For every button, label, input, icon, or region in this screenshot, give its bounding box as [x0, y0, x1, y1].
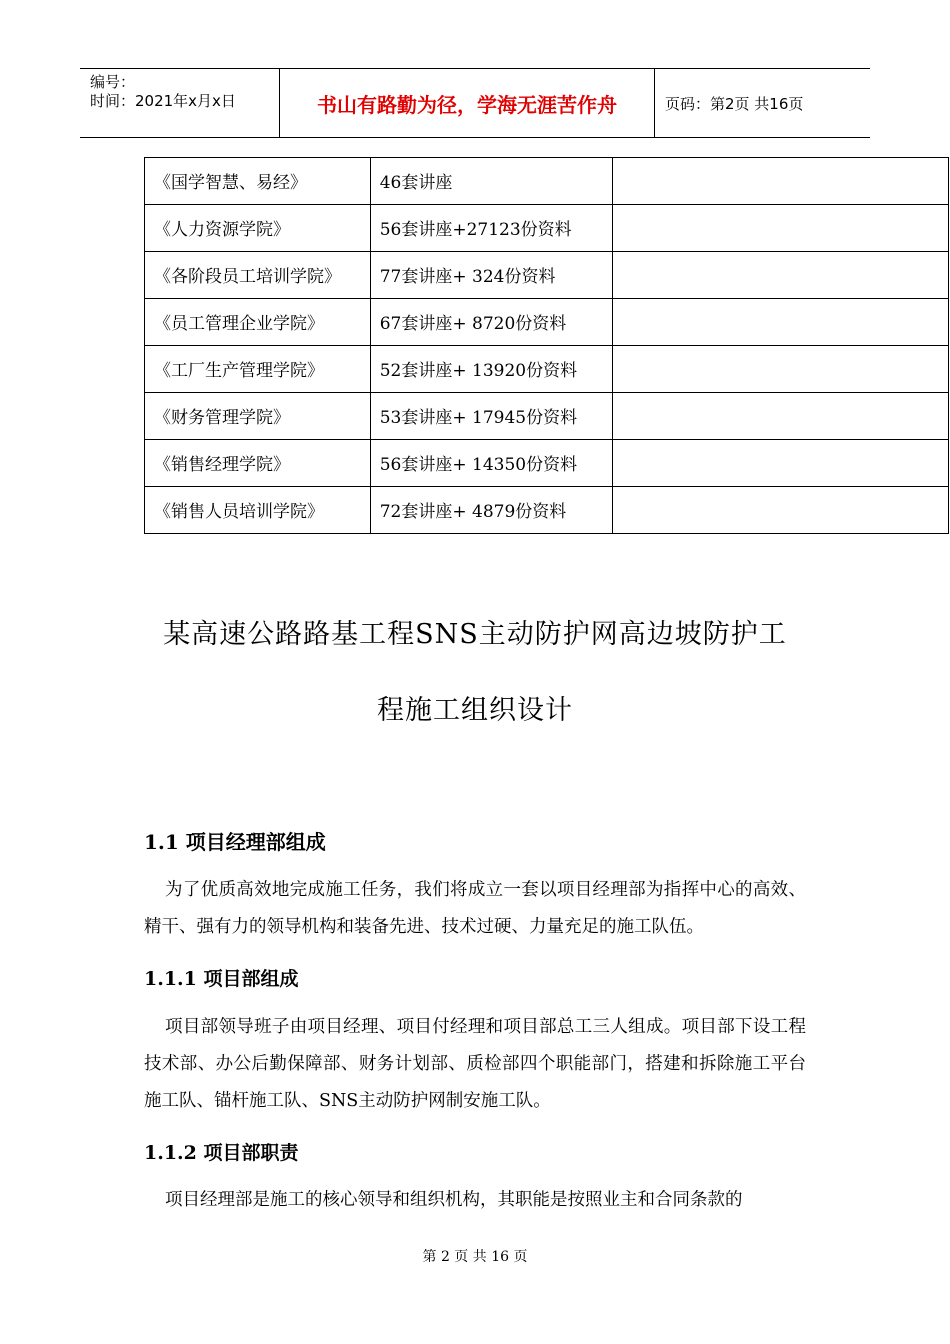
- table-row: [145, 487, 949, 534]
- header-meta: [80, 69, 280, 137]
- course-name-cell: 《工厂生产管理学院》: [145, 346, 371, 393]
- course-name-cell: 《人力资源学院》: [145, 205, 371, 252]
- table-row: [145, 158, 949, 205]
- section-heading-1-1-1: 1.1.1 项目部组成: [144, 968, 299, 990]
- course-name-cell: 《销售经理学院》: [145, 440, 371, 487]
- table-row: [145, 346, 949, 393]
- course-content-cell: 56套讲座+27123份资料: [370, 205, 613, 252]
- course-name-cell: 《各阶段员工培训学院》: [145, 252, 371, 299]
- course-extra-cell: [613, 158, 949, 205]
- section-heading-1-1: 1.1 项目经理部组成: [144, 830, 326, 854]
- table-row: [145, 440, 949, 487]
- paragraph-1: 为了优质高效地完成施工任务，我们将成立一套以项目经理部为指挥中心的高效、精干、强有力的领导机构和装备先进、技术过硬、力量充足的施工队伍。: [144, 880, 806, 937]
- course-extra-cell: [613, 252, 949, 299]
- course-name-cell: 《财务管理学院》: [145, 393, 371, 440]
- course-name-cell: 《员工管理企业学院》: [145, 299, 371, 346]
- paragraph-2: 项目部领导班子由项目经理、项目付经理和项目部总工三人组成。项目部下设工程技术部、办公后勤保障部、财务计划部、质检部四个职能部门，搭建和拆除施工平台施工队、锚杆施工队、SNS主动防护网制安施工队。: [144, 1017, 806, 1111]
- course-extra-cell: [613, 346, 949, 393]
- course-content-cell: 67套讲座+ 8720份资料: [370, 299, 613, 346]
- doc-title-line2: 程施工组织设计: [377, 695, 573, 726]
- course-name-cell: 《国学智慧、易经》: [145, 158, 371, 205]
- section-heading-1-1-2: 1.1.2 项目部职责: [144, 1142, 299, 1164]
- header-motto: 书山有路勤为径，学海无涯苦作舟: [280, 69, 655, 137]
- doc-number-label: 编号：: [90, 73, 136, 91]
- course-extra-cell: [613, 487, 949, 534]
- paragraph-3: 项目经理部是施工的核心领导和组织机构，其职能是按照业主和合同条款的: [165, 1190, 743, 1210]
- table-row: [145, 205, 949, 252]
- course-content-cell: 56套讲座+ 14350份资料: [370, 440, 613, 487]
- doc-date-label: 时间：2021年x月x日: [90, 92, 236, 110]
- course-name-cell: 《销售人员培训学院》: [145, 487, 371, 534]
- course-content-cell: 46套讲座: [370, 158, 613, 205]
- course-extra-cell: [613, 205, 949, 252]
- table-row: [145, 393, 949, 440]
- course-extra-cell: [613, 393, 949, 440]
- table-row: [145, 252, 949, 299]
- course-content-cell: 72套讲座+ 4879份资料: [370, 487, 613, 534]
- header-page-info: 页码：第2页 共16页: [665, 94, 804, 113]
- course-content-cell: 53套讲座+ 17945份资料: [370, 393, 613, 440]
- page-header: [80, 68, 870, 138]
- course-content-cell: 52套讲座+ 13920份资料: [370, 346, 613, 393]
- doc-title-line1: 某高速公路路基工程SNS主动防护网高边坡防护工: [163, 619, 787, 650]
- table-row: [145, 299, 949, 346]
- course-table: [144, 157, 949, 534]
- course-extra-cell: [613, 299, 949, 346]
- course-extra-cell: [613, 440, 949, 487]
- page-footer: 第 2 页 共 16 页: [422, 1249, 528, 1265]
- course-content-cell: 77套讲座+ 324份资料: [370, 252, 613, 299]
